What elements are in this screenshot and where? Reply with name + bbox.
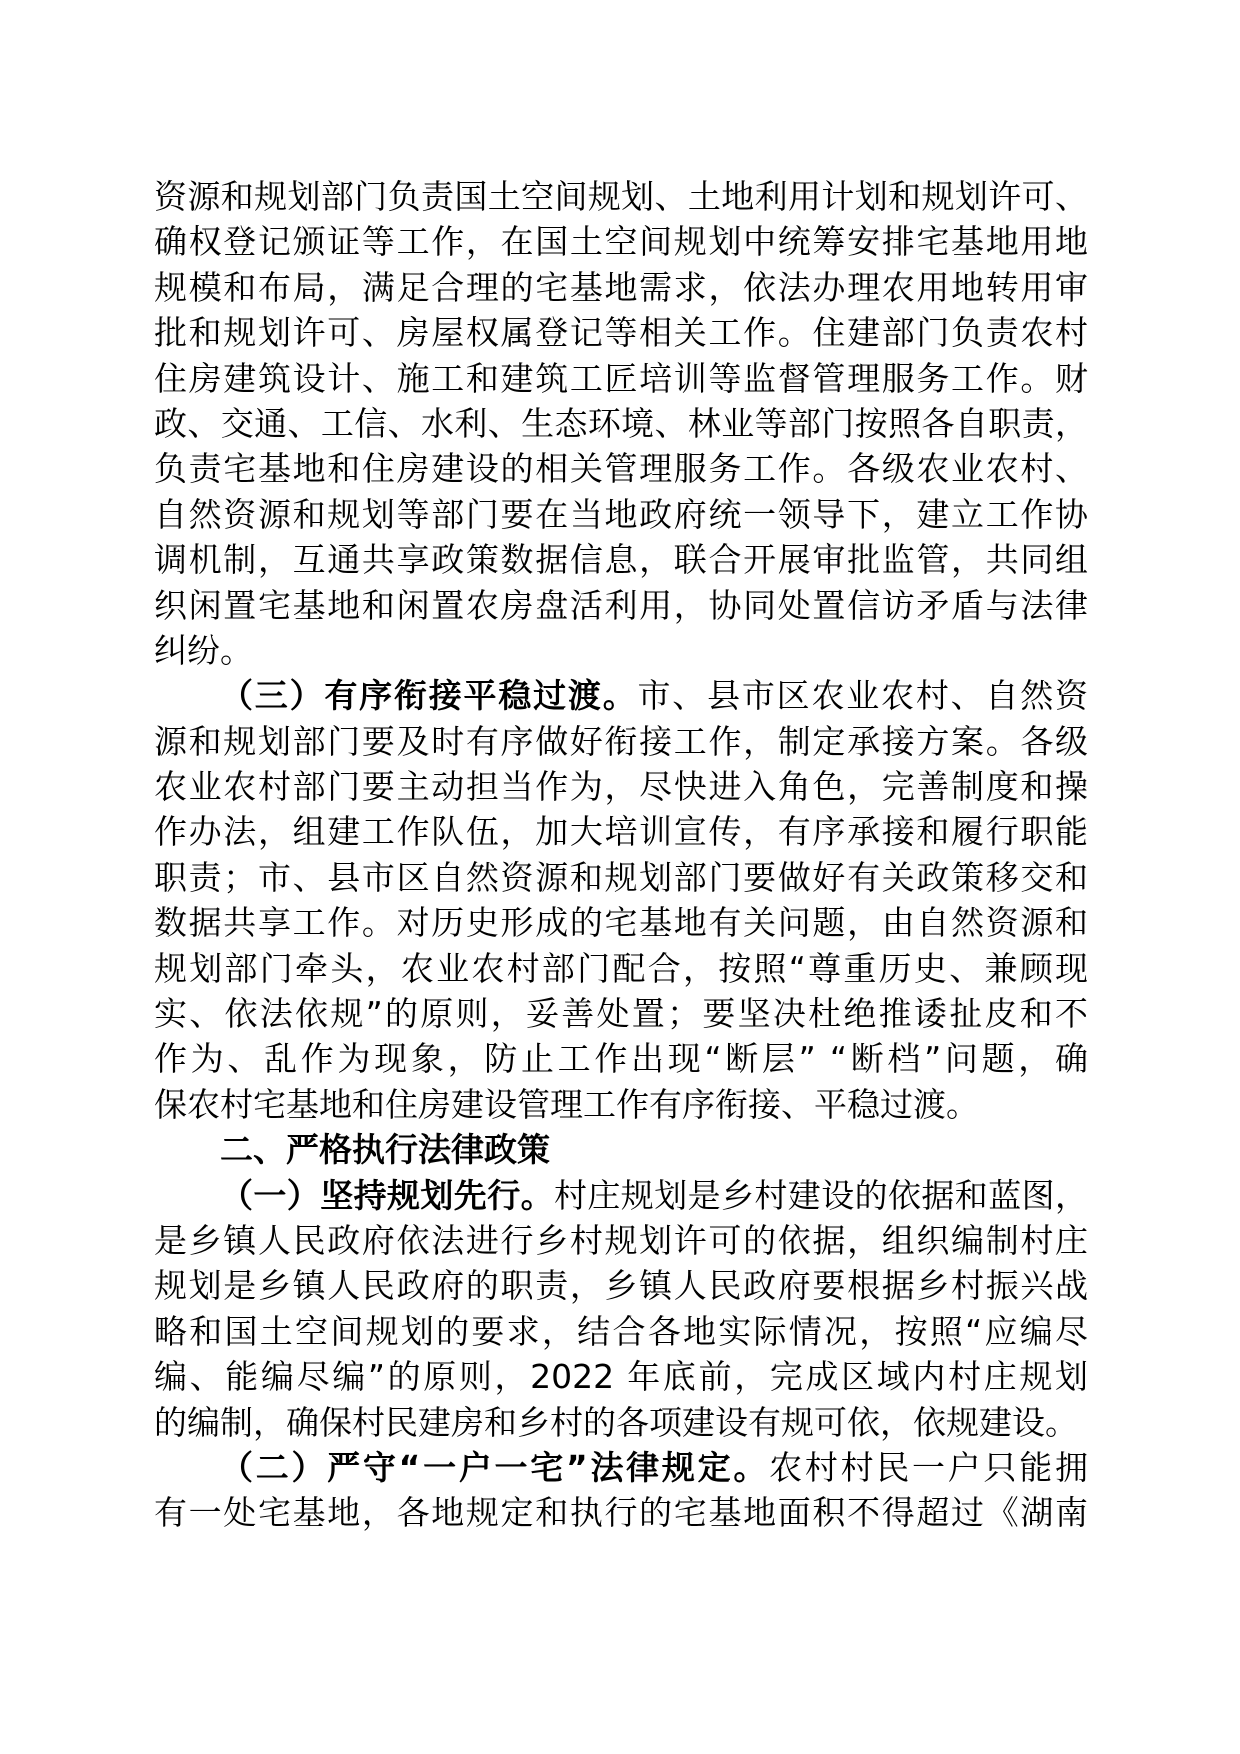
text-line <box>154 1445 1088 1490</box>
text-line: 编、能编尽编”的原则，2022 年底前，完成区域内村庄规划 <box>154 1357 1088 1397</box>
text-line: 略和国土空间规划的要求，结合各地实际情况，按照“应编尽 <box>154 1311 1088 1351</box>
part-heading: 二、严格执行法律政策 <box>220 1130 550 1170</box>
text-line: 自然资源和规划等部门要在当地政府统一领导下，建立工作协 <box>154 494 1088 534</box>
section-heading: （三）有序衔接平稳过渡。 <box>220 676 638 716</box>
section-first-line-text: 村庄规划是乡村建设的依据和蓝图， <box>554 1175 1089 1215</box>
text-line: 纠纷。 <box>154 630 253 670</box>
text-line: 织闲置宅基地和闲置农房盘活利用，协同处置信访矛盾与法律 <box>154 585 1088 625</box>
text-line: 实、依法依规”的原则，妥善处置；要坚决杜绝推诿扯皮和不 <box>154 994 1088 1034</box>
text-line: 住房建筑设计、施工和建筑工匠培训等监督管理服务工作。财 <box>154 358 1088 398</box>
text-line: 源和规划部门要及时有序做好衔接工作，制定承接方案。各级 <box>154 721 1088 761</box>
text-line: 政、交通、工信、水利、生态环境、林业等部门按照各自职责， <box>154 403 1088 443</box>
text-line: 资源和规划部门负责国土空间规划、土地利用计划和规划许可、 <box>154 177 1088 216</box>
text-line: 负责宅基地和住房建设的相关管理服务工作。各级农业农村、 <box>154 449 1088 489</box>
section-one-household <box>154 1445 1088 1536</box>
text-line: 是乡镇人民政府依法进行乡村规划许可的依据，组织编制村庄 <box>154 1220 1088 1260</box>
section-heading: （一）坚持规划先行。 <box>220 1175 554 1215</box>
text-line: 保农村宅基地和住房建设管理工作有序衔接、平稳过渡。 <box>154 1084 979 1124</box>
text-line: 职责；市、县市区自然资源和规划部门要做好有关政策移交和 <box>154 857 1088 897</box>
text-line: 有一处宅基地，各地规定和执行的宅基地面积不得超过《湖南 <box>154 1493 1088 1533</box>
section-first-line-text: 市、县市区农业农村、自然资 <box>637 676 1089 716</box>
document-body <box>154 174 1088 1536</box>
text-line: 数据共享工作。对历史形成的宅基地有关问题，由自然资源和 <box>154 903 1088 943</box>
text-line: 确权登记颁证等工作，在国土空间规划中统筹安排宅基地用地 <box>154 222 1088 262</box>
text-line: 规划是乡镇人民政府的职责，乡镇人民政府要根据乡村振兴战 <box>154 1266 1088 1306</box>
section-heading: （二）严守“一户一宅”法律规定。 <box>220 1447 770 1487</box>
section-first-line-text: 农村村民一户只能拥 <box>769 1447 1088 1487</box>
text-line: 规划部门牵头，农业农村部门配合，按照“尊重历史、兼顾现 <box>154 948 1088 988</box>
text-line <box>154 1173 1088 1218</box>
text-line: 批和规划许可、房屋权属登记等相关工作。住建部门负责农村 <box>154 313 1088 353</box>
text-line <box>154 673 1088 718</box>
text-line: 规模和布局，满足合理的宅基地需求，依法办理农用地转用审 <box>154 267 1088 307</box>
section-transition <box>154 673 1088 1127</box>
text-line: 调机制，互通共享政策数据信息，联合开展审批监管，共同组 <box>154 540 1088 580</box>
section-planning <box>154 1173 1088 1445</box>
text-line: 作办法，组建工作队伍，加大培训宣传，有序承接和履行职能 <box>154 812 1088 852</box>
paragraph-continuation <box>154 174 1088 673</box>
text-line: 作为、乱作为现象，防止工作出现“断层” “断档”问题，确 <box>154 1039 1088 1079</box>
text-line: 农业农村部门要主动担当作为，尽快进入角色，完善制度和操 <box>154 767 1088 807</box>
text-line: 的编制，确保村民建房和乡村的各项建设有规可依，依规建设。 <box>154 1402 1078 1442</box>
